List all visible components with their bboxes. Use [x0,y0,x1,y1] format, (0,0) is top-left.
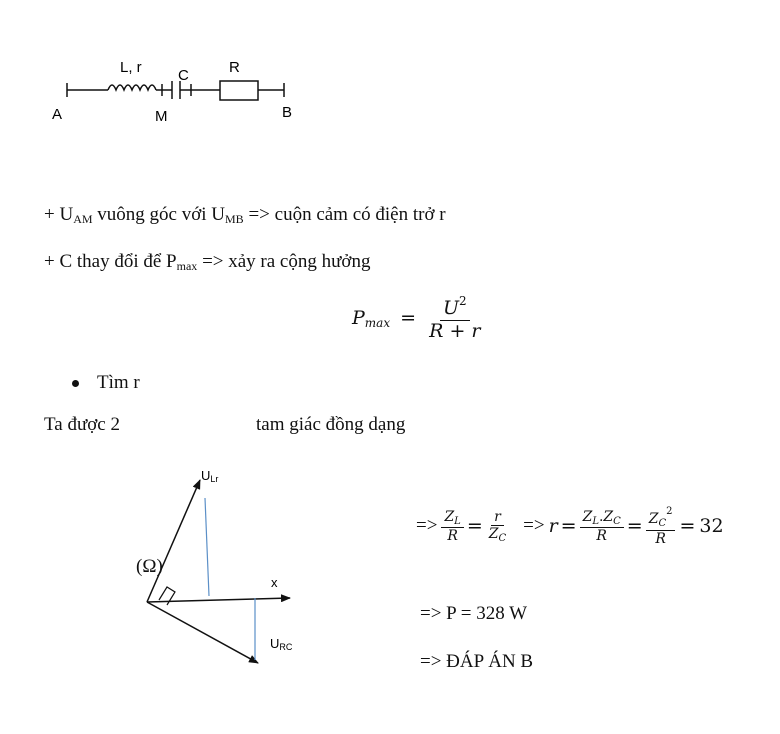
label-omega: (Ω) [136,556,163,577]
inductor-coil [108,85,156,90]
pmax-num-sup: 2 [459,294,467,308]
eq-3: = [626,515,643,538]
eq-4: = [679,515,696,538]
bullet-tim-r [72,372,140,394]
label-c: C [178,67,189,84]
pmax-fraction [426,295,483,343]
label-a: A [52,106,63,123]
circuit-diagram [40,50,320,130]
f4-den: R [655,530,666,547]
result-prefix2: => [523,515,545,537]
label-b: B [282,104,293,121]
f1-num: Z [444,508,455,525]
f3-dot: . [598,508,604,525]
vector-x-axis [147,598,290,602]
line2-sub-max: max [176,259,198,273]
line-ta-duoc-right: tam giác đồng dạng [256,414,406,435]
result-prefix1: => [416,515,438,537]
eq-1: = [466,515,483,538]
bullet-dot [72,380,79,387]
f2-den: Z [488,525,499,542]
f1-den: R [447,528,458,544]
formula-pmax [352,295,484,343]
line2-rest: => xảy ra cộng hưởng [197,251,371,272]
label-ulr: ULr [201,468,219,484]
f3-num-a-sub: L [592,515,599,527]
f4-num-sub: C [658,518,667,529]
pmax-lhs: P [352,306,365,329]
pmax-num: U [442,297,459,319]
pmax-eq: = [400,306,417,329]
r-var: r [548,515,558,538]
line2-prefix: + C thay đổi để P [44,251,177,272]
result-formula [416,506,724,547]
line-c-pmax [44,251,370,274]
line-uam-umb [44,204,446,227]
frac-zl-over-r [441,509,463,545]
f4-num: Z [648,511,659,527]
bullet-text: Tìm r [97,372,140,393]
vector-ulr [147,480,200,602]
eq-2: = [560,515,577,538]
resistor-box [220,81,258,100]
label-m: M [155,108,168,125]
f3-num-b-sub: C [613,515,621,527]
f2-num: r [491,509,504,526]
pmax-den: R + r [429,319,481,342]
f4-num-sup: 2 [666,506,673,517]
line-ta-duoc-left: Ta được 2 [44,414,120,435]
label-r: R [229,59,240,76]
frac-r-over-zc [486,509,509,545]
line1-sub-mb: MB [225,212,244,226]
result-value: 32 [699,515,724,538]
line1-rest: => cuộn cảm có điện trở r [243,204,446,225]
f2-den-sub: C [498,532,507,544]
pmax-lhs-sub: max [364,315,391,330]
line1-prefix: + U [44,204,74,225]
answer-line: => ĐÁP ÁN B [420,651,534,672]
label-x: x [271,575,278,590]
f3-den: R [596,528,607,544]
f3-num-b: Z [603,508,614,525]
label-lr: L, r [120,59,142,76]
vector-urc [147,602,258,663]
line1-sub-am: AM [73,212,93,226]
frac-zlzc-over-r [580,509,624,545]
drop-line-ulr [205,498,209,596]
line1-mid: vuông góc với U [92,204,226,225]
f1-num-sub: L [454,515,461,527]
frac-zc2-over-r [646,506,676,547]
f3-num-a: Z [582,508,593,525]
label-urc: URC [270,636,293,652]
power-line: => P = 328 W [420,603,528,624]
